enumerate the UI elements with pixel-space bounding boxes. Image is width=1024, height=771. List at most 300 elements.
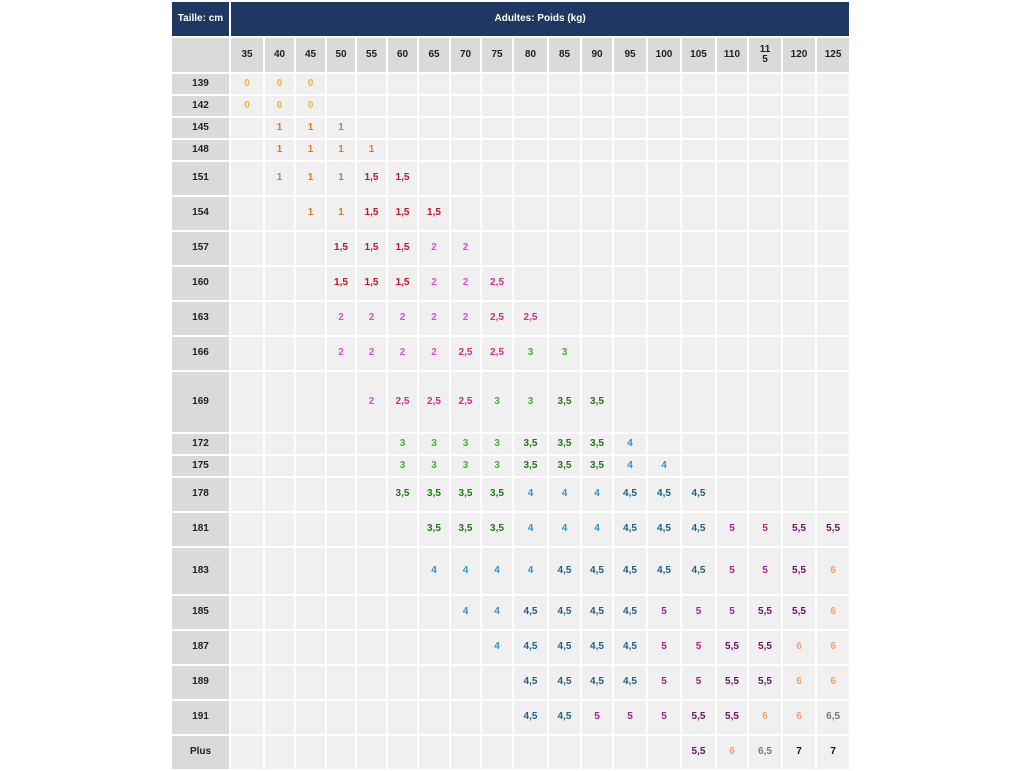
dose-cell bbox=[581, 735, 613, 770]
dose-cell bbox=[816, 371, 850, 433]
table-row bbox=[171, 301, 850, 336]
dose-cell: 4,5 bbox=[548, 630, 581, 665]
dose-cell bbox=[613, 231, 647, 266]
dose-cell bbox=[418, 665, 450, 700]
dose-cell bbox=[513, 196, 548, 231]
dose-cell bbox=[548, 161, 581, 196]
dose-cell bbox=[264, 196, 295, 231]
dose-cell: 5 bbox=[647, 665, 681, 700]
dose-cell: 5,5 bbox=[748, 630, 782, 665]
dose-cell: 2 bbox=[418, 231, 450, 266]
dose-cell: 4,5 bbox=[681, 477, 716, 512]
height-label: 181 bbox=[171, 512, 230, 547]
height-label: 178 bbox=[171, 477, 230, 512]
dose-cell bbox=[450, 73, 481, 95]
table-row bbox=[171, 700, 850, 735]
dose-cell: 5 bbox=[613, 700, 647, 735]
dose-cell bbox=[647, 196, 681, 231]
dose-cell bbox=[681, 196, 716, 231]
dose-cell: 3,5 bbox=[418, 512, 450, 547]
dose-cell bbox=[264, 266, 295, 301]
dose-cell bbox=[716, 73, 748, 95]
dose-cell bbox=[548, 117, 581, 139]
dose-cell bbox=[647, 95, 681, 117]
table-row bbox=[171, 433, 850, 455]
dose-cell bbox=[230, 477, 264, 512]
height-label: 163 bbox=[171, 301, 230, 336]
dose-cell bbox=[481, 231, 513, 266]
dose-cell bbox=[450, 117, 481, 139]
dose-cell: 6 bbox=[782, 665, 816, 700]
dose-cell: 2 bbox=[387, 301, 418, 336]
dose-cell bbox=[581, 336, 613, 371]
table-row bbox=[171, 117, 850, 139]
dose-cell: 4 bbox=[647, 455, 681, 477]
dose-cell: 5 bbox=[681, 630, 716, 665]
dose-cell bbox=[450, 139, 481, 161]
dose-cell bbox=[326, 735, 356, 770]
dose-cell bbox=[230, 371, 264, 433]
dose-cell bbox=[326, 95, 356, 117]
weight-header-9: 80 bbox=[513, 37, 548, 73]
weight-header-10: 85 bbox=[548, 37, 581, 73]
dose-cell bbox=[816, 73, 850, 95]
dose-cell bbox=[295, 547, 326, 595]
dose-cell bbox=[356, 73, 387, 95]
dose-cell: 5,5 bbox=[716, 700, 748, 735]
dose-cell bbox=[230, 433, 264, 455]
dose-cell bbox=[230, 512, 264, 547]
dose-cell bbox=[264, 301, 295, 336]
dose-cell bbox=[816, 231, 850, 266]
dose-cell: 4,5 bbox=[681, 547, 716, 595]
dose-cell bbox=[450, 630, 481, 665]
dose-cell bbox=[356, 630, 387, 665]
dose-cell bbox=[230, 735, 264, 770]
dose-cell bbox=[548, 73, 581, 95]
dose-cell bbox=[613, 161, 647, 196]
dose-cell: 2,5 bbox=[387, 371, 418, 433]
dose-cell: 2 bbox=[450, 231, 481, 266]
dose-cell: 6 bbox=[816, 547, 850, 595]
dose-cell: 4 bbox=[481, 595, 513, 630]
table-row bbox=[171, 73, 850, 95]
dose-cell: 2,5 bbox=[481, 336, 513, 371]
dose-cell bbox=[513, 735, 548, 770]
dose-cell bbox=[356, 595, 387, 630]
dose-cell: 3 bbox=[450, 433, 481, 455]
dose-cell: 1 bbox=[326, 117, 356, 139]
table-row bbox=[171, 477, 850, 512]
dose-cell: 2 bbox=[418, 266, 450, 301]
dose-cell bbox=[613, 371, 647, 433]
height-label: Plus bbox=[171, 735, 230, 770]
dose-cell bbox=[681, 117, 716, 139]
dose-cell bbox=[295, 665, 326, 700]
dose-cell bbox=[681, 301, 716, 336]
dose-cell bbox=[230, 161, 264, 196]
dose-cell bbox=[418, 73, 450, 95]
dose-cell bbox=[513, 139, 548, 161]
weight-header-18: 125 bbox=[816, 37, 850, 73]
dose-cell: 4,5 bbox=[647, 477, 681, 512]
dose-cell bbox=[647, 433, 681, 455]
height-label: 191 bbox=[171, 700, 230, 735]
dose-cell bbox=[264, 547, 295, 595]
dose-cell: 4 bbox=[450, 547, 481, 595]
table-row bbox=[171, 512, 850, 547]
dose-cell bbox=[613, 117, 647, 139]
dose-cell bbox=[782, 73, 816, 95]
dose-cell bbox=[418, 700, 450, 735]
dose-cell bbox=[647, 139, 681, 161]
dose-cell bbox=[748, 455, 782, 477]
dose-cell bbox=[356, 477, 387, 512]
dose-cell: 4,5 bbox=[647, 512, 681, 547]
dose-cell: 4,5 bbox=[513, 630, 548, 665]
dose-cell bbox=[782, 433, 816, 455]
dose-cell: 3 bbox=[481, 371, 513, 433]
dose-cell bbox=[548, 735, 581, 770]
dose-cell: 3 bbox=[513, 371, 548, 433]
dose-cell: 5 bbox=[581, 700, 613, 735]
dose-cell bbox=[647, 266, 681, 301]
weight-header-3: 50 bbox=[326, 37, 356, 73]
dose-cell: 3,5 bbox=[418, 477, 450, 512]
dose-cell bbox=[613, 735, 647, 770]
dose-cell: 1,5 bbox=[387, 266, 418, 301]
dose-cell bbox=[748, 117, 782, 139]
dose-cell: 3,5 bbox=[450, 477, 481, 512]
dose-cell: 1,5 bbox=[356, 231, 387, 266]
dose-cell: 5 bbox=[748, 547, 782, 595]
dose-cell bbox=[387, 512, 418, 547]
dose-cell bbox=[450, 700, 481, 735]
dose-cell bbox=[230, 266, 264, 301]
dose-cell bbox=[418, 161, 450, 196]
weight-header-4: 55 bbox=[356, 37, 387, 73]
dose-cell bbox=[230, 665, 264, 700]
dose-cell: 5 bbox=[748, 512, 782, 547]
dose-cell bbox=[230, 547, 264, 595]
dose-cell: 6 bbox=[782, 630, 816, 665]
weight-header-6: 65 bbox=[418, 37, 450, 73]
dose-cell bbox=[230, 196, 264, 231]
dose-cell bbox=[295, 630, 326, 665]
dose-cell bbox=[264, 595, 295, 630]
dose-cell bbox=[356, 433, 387, 455]
dose-cell bbox=[816, 336, 850, 371]
dose-cell bbox=[816, 266, 850, 301]
dose-cell bbox=[782, 196, 816, 231]
dose-cell bbox=[748, 336, 782, 371]
dose-cell: 1 bbox=[295, 161, 326, 196]
dose-cell bbox=[326, 630, 356, 665]
dose-cell bbox=[387, 735, 418, 770]
dose-cell bbox=[230, 455, 264, 477]
dose-cell bbox=[264, 665, 295, 700]
dose-cell bbox=[816, 455, 850, 477]
height-label: 166 bbox=[171, 336, 230, 371]
dose-cell bbox=[748, 371, 782, 433]
dose-cell: 1,5 bbox=[418, 196, 450, 231]
dose-cell bbox=[681, 266, 716, 301]
weight-header-14: 105 bbox=[681, 37, 716, 73]
dose-cell: 5 bbox=[647, 595, 681, 630]
dose-cell: 2 bbox=[450, 301, 481, 336]
dose-cell bbox=[647, 117, 681, 139]
dose-cell: 2 bbox=[450, 266, 481, 301]
dose-cell: 2,5 bbox=[513, 301, 548, 336]
dose-cell: 6,5 bbox=[748, 735, 782, 770]
dose-cell bbox=[782, 455, 816, 477]
dose-cell: 4,5 bbox=[613, 512, 647, 547]
dose-cell bbox=[326, 433, 356, 455]
dose-cell bbox=[264, 512, 295, 547]
table-row bbox=[171, 95, 850, 117]
dose-cell: 4 bbox=[548, 512, 581, 547]
dose-cell: 3 bbox=[387, 433, 418, 455]
dose-cell bbox=[513, 95, 548, 117]
dose-cell: 4,5 bbox=[613, 547, 647, 595]
dose-cell bbox=[387, 700, 418, 735]
height-label: 160 bbox=[171, 266, 230, 301]
dose-cell bbox=[356, 95, 387, 117]
dose-cell bbox=[748, 139, 782, 161]
dose-cell: 1 bbox=[264, 161, 295, 196]
dose-cell bbox=[450, 196, 481, 231]
table-row bbox=[171, 665, 850, 700]
dose-cell: 4,5 bbox=[548, 665, 581, 700]
dose-cell: 1,5 bbox=[387, 161, 418, 196]
height-label: 157 bbox=[171, 231, 230, 266]
dose-cell bbox=[548, 266, 581, 301]
weight-header-row bbox=[171, 37, 850, 73]
dose-cell bbox=[264, 700, 295, 735]
dose-cell bbox=[613, 196, 647, 231]
dose-cell: 3,5 bbox=[513, 455, 548, 477]
dose-cell bbox=[816, 95, 850, 117]
dose-cell bbox=[326, 700, 356, 735]
dose-cell bbox=[748, 161, 782, 196]
dose-cell bbox=[581, 95, 613, 117]
dose-cell bbox=[264, 433, 295, 455]
dose-cell bbox=[716, 455, 748, 477]
dose-cell bbox=[230, 117, 264, 139]
dose-cell: 4,5 bbox=[581, 595, 613, 630]
dose-cell: 4,5 bbox=[513, 700, 548, 735]
dose-cell bbox=[748, 95, 782, 117]
dose-cell bbox=[326, 73, 356, 95]
dose-cell bbox=[481, 735, 513, 770]
dose-cell bbox=[295, 231, 326, 266]
dose-cell bbox=[295, 266, 326, 301]
dose-cell: 4 bbox=[418, 547, 450, 595]
dose-cell bbox=[816, 139, 850, 161]
weight-header-16: 11 5 bbox=[748, 37, 782, 73]
dose-cell bbox=[326, 547, 356, 595]
dose-cell: 1 bbox=[326, 161, 356, 196]
dose-cell: 6 bbox=[716, 735, 748, 770]
dose-cell bbox=[581, 161, 613, 196]
dose-cell bbox=[816, 117, 850, 139]
dose-cell bbox=[716, 231, 748, 266]
dose-cell: 2 bbox=[418, 301, 450, 336]
weight-header-8: 75 bbox=[481, 37, 513, 73]
table-row bbox=[171, 139, 850, 161]
dose-cell bbox=[356, 512, 387, 547]
dose-cell bbox=[450, 735, 481, 770]
dose-cell: 1 bbox=[295, 117, 326, 139]
dose-cell bbox=[681, 161, 716, 196]
dose-cell bbox=[481, 196, 513, 231]
dose-cell: 4 bbox=[613, 433, 647, 455]
dose-cell: 5 bbox=[716, 512, 748, 547]
dose-cell bbox=[681, 433, 716, 455]
dose-cell bbox=[513, 231, 548, 266]
dose-cell: 0 bbox=[230, 95, 264, 117]
dose-cell: 1,5 bbox=[326, 231, 356, 266]
dose-cell bbox=[748, 73, 782, 95]
dose-cell: 3,5 bbox=[387, 477, 418, 512]
dose-cell bbox=[816, 477, 850, 512]
dose-cell bbox=[326, 455, 356, 477]
dose-cell: 1 bbox=[356, 139, 387, 161]
dose-cell bbox=[782, 371, 816, 433]
dose-cell bbox=[481, 161, 513, 196]
dose-cell bbox=[782, 336, 816, 371]
dose-cell bbox=[295, 433, 326, 455]
dose-cell: 4,5 bbox=[613, 665, 647, 700]
dose-cell bbox=[716, 139, 748, 161]
dose-cell: 3 bbox=[418, 433, 450, 455]
dose-cell: 3,5 bbox=[450, 512, 481, 547]
dose-cell: 4 bbox=[481, 547, 513, 595]
weight-header-13: 100 bbox=[647, 37, 681, 73]
dose-cell bbox=[264, 336, 295, 371]
dose-cell: 3 bbox=[450, 455, 481, 477]
dose-cell: 4,5 bbox=[581, 630, 613, 665]
dose-cell bbox=[548, 139, 581, 161]
dose-cell bbox=[647, 301, 681, 336]
dose-cell: 5 bbox=[647, 630, 681, 665]
dose-cell bbox=[716, 433, 748, 455]
dose-cell: 5,5 bbox=[716, 665, 748, 700]
dose-cell bbox=[681, 139, 716, 161]
dose-cell bbox=[716, 161, 748, 196]
weight-header-0: 35 bbox=[230, 37, 264, 73]
dose-cell bbox=[748, 477, 782, 512]
weight-header-12: 95 bbox=[613, 37, 647, 73]
dose-cell bbox=[581, 139, 613, 161]
dose-cell: 3,5 bbox=[581, 433, 613, 455]
dose-cell: 4,5 bbox=[681, 512, 716, 547]
weight-header-17: 120 bbox=[782, 37, 816, 73]
weight-header-1: 40 bbox=[264, 37, 295, 73]
dose-cell: 1,5 bbox=[326, 266, 356, 301]
dose-cell: 2,5 bbox=[481, 301, 513, 336]
dose-cell bbox=[418, 95, 450, 117]
table-row bbox=[171, 231, 850, 266]
dose-cell bbox=[295, 301, 326, 336]
dose-cell: 4,5 bbox=[581, 547, 613, 595]
dose-cell: 3,5 bbox=[481, 512, 513, 547]
dose-cell: 2,5 bbox=[450, 336, 481, 371]
dose-cell bbox=[548, 301, 581, 336]
dose-cell bbox=[782, 301, 816, 336]
dose-cell: 4 bbox=[581, 512, 613, 547]
dose-cell: 4 bbox=[513, 512, 548, 547]
dose-cell: 2,5 bbox=[450, 371, 481, 433]
dose-cell bbox=[387, 139, 418, 161]
dose-cell bbox=[613, 139, 647, 161]
weight-header-7: 70 bbox=[450, 37, 481, 73]
height-label: 187 bbox=[171, 630, 230, 665]
dose-cell bbox=[581, 266, 613, 301]
dose-cell bbox=[513, 117, 548, 139]
header-label: Adultes: Poids (kg) bbox=[230, 1, 850, 37]
dose-cell bbox=[450, 95, 481, 117]
dose-cell bbox=[356, 665, 387, 700]
dose-cell bbox=[716, 117, 748, 139]
dose-cell bbox=[581, 231, 613, 266]
dose-cell bbox=[681, 95, 716, 117]
table-row bbox=[171, 371, 850, 433]
dose-cell bbox=[782, 266, 816, 301]
dose-cell bbox=[387, 117, 418, 139]
dose-cell: 0 bbox=[264, 95, 295, 117]
dose-cell bbox=[716, 196, 748, 231]
dose-cell: 3,5 bbox=[548, 371, 581, 433]
dose-cell bbox=[295, 336, 326, 371]
dose-cell: 3,5 bbox=[513, 433, 548, 455]
dose-cell bbox=[816, 161, 850, 196]
dose-cell: 4 bbox=[450, 595, 481, 630]
dose-cell: 6 bbox=[816, 630, 850, 665]
table-row bbox=[171, 196, 850, 231]
dose-cell bbox=[387, 73, 418, 95]
dose-cell bbox=[581, 301, 613, 336]
dose-cell bbox=[716, 95, 748, 117]
dose-cell: 4,5 bbox=[548, 547, 581, 595]
table-row bbox=[171, 547, 850, 595]
dose-cell bbox=[326, 595, 356, 630]
dose-cell: 5,5 bbox=[782, 595, 816, 630]
dose-cell: 4,5 bbox=[548, 595, 581, 630]
dose-cell bbox=[716, 266, 748, 301]
dose-cell bbox=[681, 336, 716, 371]
dose-cell: 1 bbox=[295, 196, 326, 231]
dose-cell bbox=[748, 433, 782, 455]
dose-cell: 5 bbox=[716, 595, 748, 630]
height-label: 154 bbox=[171, 196, 230, 231]
table-row bbox=[171, 735, 850, 770]
height-label: 151 bbox=[171, 161, 230, 196]
dose-cell: 4,5 bbox=[513, 595, 548, 630]
dose-cell: 4 bbox=[548, 477, 581, 512]
dose-cell bbox=[481, 665, 513, 700]
dose-cell: 4 bbox=[481, 630, 513, 665]
dose-cell bbox=[481, 73, 513, 95]
dose-cell: 1 bbox=[326, 196, 356, 231]
dose-cell: 4,5 bbox=[581, 665, 613, 700]
dose-cell: 4 bbox=[613, 455, 647, 477]
dose-cell: 1,5 bbox=[387, 231, 418, 266]
dose-cell: 3 bbox=[481, 433, 513, 455]
dose-cell: 4,5 bbox=[613, 477, 647, 512]
dose-cell: 3 bbox=[513, 336, 548, 371]
weight-header-corner bbox=[171, 37, 230, 73]
